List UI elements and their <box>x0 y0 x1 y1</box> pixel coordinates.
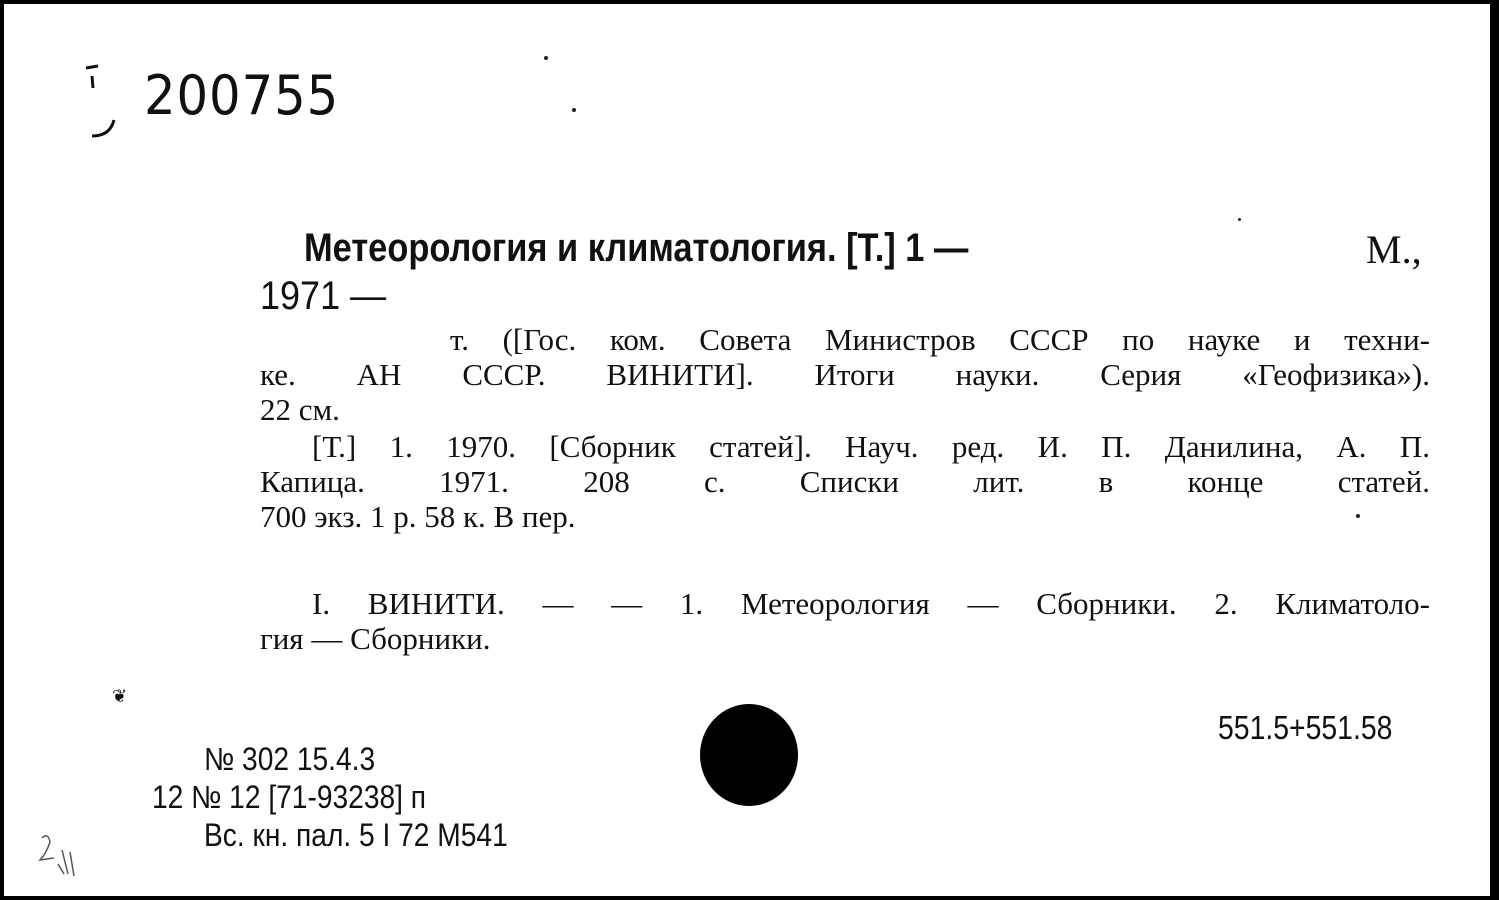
volume-line: [Т.] 1. 1970. [Сборник статей]. Науч. ред. И. П. Данилина, А. П. <box>312 429 1430 464</box>
ink-speck <box>1356 514 1360 518</box>
card-number-line: № 302 15.4.3 <box>204 741 376 777</box>
catalog-card <box>4 4 1490 896</box>
title-line: Метеорология и климатология. [Т.] 1 — <box>304 226 969 270</box>
chamber-code-line: Вс. кн. пал. 5 I 72 М541 <box>204 817 508 853</box>
series-statement <box>260 322 1430 427</box>
ink-speck <box>544 56 548 60</box>
publication-year-range: 1971 — <box>260 274 387 318</box>
ink-speck <box>572 108 576 112</box>
udc-classification: 551.5+551.58 <box>1218 709 1393 746</box>
subject-line: гия — Сборники. <box>260 621 491 656</box>
registry-number-line: 12 № 12 [71-93238] п <box>152 779 427 815</box>
series-line: т. ([Гос. ком. Совета Министров СССР по науке и техни- <box>450 322 1430 357</box>
volume-line: Капица. 1971. 208 с. Списки лит. в конце статей. <box>260 464 1430 499</box>
volume-description <box>260 429 1430 534</box>
pencil-scribble-icon <box>34 830 94 880</box>
subject-headings <box>260 586 1430 656</box>
card-edge <box>1491 0 1499 900</box>
publication-place: М., <box>1366 227 1422 272</box>
accession-number: 200755 <box>144 64 340 127</box>
volume-line: 700 экз. 1 р. 58 к. В пер. <box>260 499 576 534</box>
series-line: ке. АН СССР. ВИНИТИ]. Итоги науки. Серия «Геофизика»). <box>260 357 1430 392</box>
punch-hole <box>700 704 798 806</box>
asterisk-mark-icon: ❦ <box>112 686 128 707</box>
subject-line: I. ВИНИТИ. — — 1. Метеорология — Сборники. 2. Климатоло- <box>312 586 1430 621</box>
handwritten-mark-icon <box>80 62 118 142</box>
ink-speck <box>1238 218 1241 221</box>
series-line: 22 см. <box>260 392 340 427</box>
